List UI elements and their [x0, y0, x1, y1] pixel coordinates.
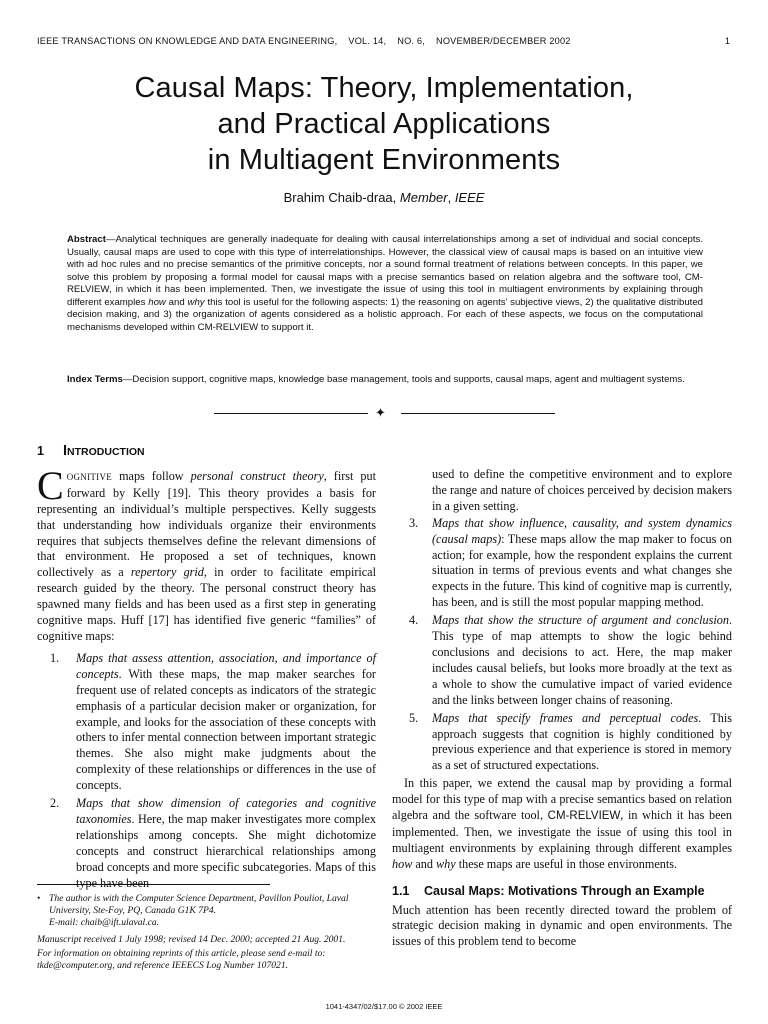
author-line: [0, 190, 768, 205]
divider-rule-left: [214, 413, 368, 414]
footnote-reprints-text: For information on obtaining reprints of this article, please send e-mail to: tkde@computer.org, and reference IEEECS Log Number 107021.: [37, 948, 326, 971]
left-column: [37, 444, 376, 893]
intro-italic-pct: personal construct theory: [190, 468, 324, 483]
section-1-title-rest: NTRODUCTION: [67, 446, 145, 458]
title-line-3: in Multiagent Environments: [207, 144, 561, 176]
list-item: [392, 516, 732, 611]
list-item-italic: Maps that show influence, causality, and system dynamics (causal maps): [432, 515, 732, 546]
abstract-how: how: [148, 296, 166, 308]
intro-text-a: maps follow: [112, 468, 191, 483]
list-item: [392, 613, 732, 708]
footnote-reprints: [37, 948, 376, 972]
abstract-text-2: this tool is useful for the following aspects: 1) the reasoning on agents’ subjective views, 2) the qualitative distributed decision making, and 3) the organization of agents considered as a holistic approach. For each of these aspects, we focus on the computational mechanisms developed within CM-RELVIEW to support it.: [67, 296, 704, 333]
p2-text-b: , in which it has been implemented. Then, we investigate the issue of using this tool in multiagent environments by explaining through different examples: [392, 808, 732, 855]
map-families-list-right: [392, 516, 732, 775]
abstract: [67, 234, 703, 334]
intro-text-b: , first put forward by Kelly [19]. This theory provides a basis for representing an individual’s multiple perspectives. Kelly suggests that understanding how individuals organize their environments requires that subjects themselves define the relevant dimensions of that environment. He proposed a set of techniques, known collectively as a: [37, 468, 376, 580]
footnote-manuscript: [37, 934, 376, 946]
index-terms-text: —Decision support, cognitive maps, knowledge base management, tools and supports, causal maps, agent and multiagent systems.: [122, 374, 685, 385]
section-1-1-heading: [392, 884, 732, 900]
title-line-1: Causal Maps: Theory, Implementation,: [134, 72, 634, 104]
author-role: Member: [399, 190, 448, 205]
copyright-line: 1041-4347/02/$17.00 © 2002 IEEE: [325, 1002, 443, 1011]
section-1-heading: [37, 444, 376, 461]
list-item-text: . Here, the map maker investigates more complex relationships among concepts. She might dichotomize concepts and construct hierarchical relationships among broad concepts and more specific subcategories. Maps of this type have been: [76, 811, 376, 890]
list-item: [392, 711, 732, 775]
section-1-1-title: Causal Maps: Motivations Through an Example: [424, 883, 705, 898]
list-item-text: : These maps allow the map maker to focus on action; for example, how the respondent explains the current situation in terms of previous events and what changes she expects in the future. This kind of cognitive map is currently, has been, and is still the most popular mapping method.: [432, 531, 732, 610]
list-item-number: 4.: [409, 613, 419, 628]
list-item: [37, 796, 376, 891]
p2-text-c: these maps are useful in those environments.: [455, 856, 678, 871]
abstract-why: why: [187, 296, 205, 308]
intro-italic-grid: repertory grid: [130, 565, 204, 580]
author-sep: ,: [447, 190, 455, 205]
abstract-text-1: —Analytical techniques are generally inadequate for dealing with causal interrelationships among a set of individual and social concepts. Usually, causal maps are used to cope with this type of interrelationships. However, the classical view of causal maps is based on an intuitive view with ad hoc rules and no precise semantics of the primitive concepts, nor a sound formal treatment of relations between concepts. In this paper, we solve this problem by proposing a formal model for causal maps with a precise semantics based on relation algebra and the software tool, CM-RELVIEW, in which it has been implemented. Then, we investigate the issue of using this tool in multiagent environments by explaining through different examples: [67, 234, 703, 308]
footnote-bullet: •: [37, 893, 41, 904]
title-line-2: and Practical Applications: [217, 108, 551, 140]
drop-cap: C: [37, 462, 64, 508]
index-terms-label: Index Terms: [67, 374, 123, 385]
intro-paragraph-2: [392, 776, 732, 872]
footnote-affiliation-text: The author is with the Computer Science Department, Pavillon Pouliot, Laval University, Ste-Foy, PQ, Canada G1K 7P4.: [49, 893, 349, 916]
author-society: IEEE: [454, 190, 485, 205]
footnote: [37, 893, 376, 972]
p2-why: why: [436, 856, 456, 871]
abstract-and: and: [165, 296, 188, 308]
list-item-italic: Maps that assess attention, association, and importance of concepts: [76, 650, 376, 681]
list-item-number: 3.: [409, 515, 419, 530]
footnote-email: E-mail: chaib@ift.ulaval.ca.: [49, 916, 160, 928]
section-1-1-number: 1.1: [392, 883, 410, 898]
abstract-label: Abstract: [67, 234, 106, 245]
section-1-number: 1: [37, 444, 44, 458]
list-item: [37, 651, 376, 794]
list-item-text: . This approach suggests that cognition is highly conditioned by previous experience and that experience is stored in memory as a set of structured expectations.: [432, 710, 732, 773]
map-families-list-left: [37, 651, 376, 892]
section-divider: [214, 406, 555, 420]
author-name: Brahim Chaib-draa,: [283, 190, 400, 205]
footnote-rule: [37, 884, 270, 885]
right-column: [392, 467, 732, 950]
p2-text-a: In this paper, we extend the causal map by providing a formal model for this type of map with a precise semantics based on relation algebra and the software tool,: [392, 776, 732, 823]
divider-star-icon: ✦: [375, 405, 386, 420]
list-item-text: . With these maps, the map maker searches for frequent use of related concepts as indicators of the strategic emphasis of a particular decision maker or organization, for example, and looks for the association of these concepts with others to infer mental connection between important strategic themes. She also might make judgments about the complexity of these relationships or differences in the use of concepts.: [76, 666, 376, 793]
list-item-text: . This type of map attempts to show the logic behind conclusions and decisions to act. Here, the map maker includes causal beliefs, but looks more broadly at the text as a whole to show the cumulative impact of varied evidence and the links between longer chains of reasoning.: [432, 613, 732, 707]
p2-how: how: [392, 856, 413, 871]
intro-text-c: , in order to facilitate empirical research guided by the theory. The personal construct theory has spawned many fields and has been used as a first step in generating cognitive maps. Huff [17] has identified five generic “families” of cognitive maps:: [37, 565, 376, 643]
footnote-affiliation-block: [37, 893, 376, 928]
footnote-manuscript-text: Manuscript received 1 July 1998; revised 14 Dec. 2000; accepted 21 Aug. 2001.: [37, 934, 346, 946]
list-item-2-continuation: used to define the competitive environment and to explore the range and nature of choices perceived by decision makers in a given setting.: [432, 467, 732, 513]
p2-and: and: [412, 856, 437, 871]
list-item-number: 1.: [50, 650, 60, 665]
footnote-affiliation: [37, 893, 376, 928]
intro-paragraph-1: [37, 462, 376, 645]
page-number: 1: [724, 36, 730, 46]
list-item-italic: Maps that show dimension of categories and cognitive taxonomies: [76, 796, 376, 826]
list-item-number: 2.: [50, 796, 60, 811]
divider-rule-right: [401, 413, 555, 414]
index-terms: [67, 374, 703, 387]
section-1-1-paragraph: Much attention has been recently directed toward the problem of strategic decision making in dynamic and open environments. The issues of this problem tend to become: [392, 902, 732, 949]
running-header: IEEE TRANSACTIONS ON KNOWLEDGE AND DATA ENGINEERING, VOL. 14, NO. 6, NOVEMBER/DECEMBER 2002: [37, 36, 571, 46]
list-item-italic: Maps that show the structure of argument and conclusion: [432, 613, 729, 628]
paper-title: [0, 70, 768, 178]
section-1-title-initial: I: [63, 443, 68, 459]
p2-tool-name: CM-RELVIEW: [547, 810, 621, 823]
list-item-number: 5.: [409, 710, 419, 725]
intro-smallcaps: OGNITIVE: [66, 471, 113, 482]
list-item-italic: Maps that specify frames and perceptual codes: [432, 710, 699, 725]
